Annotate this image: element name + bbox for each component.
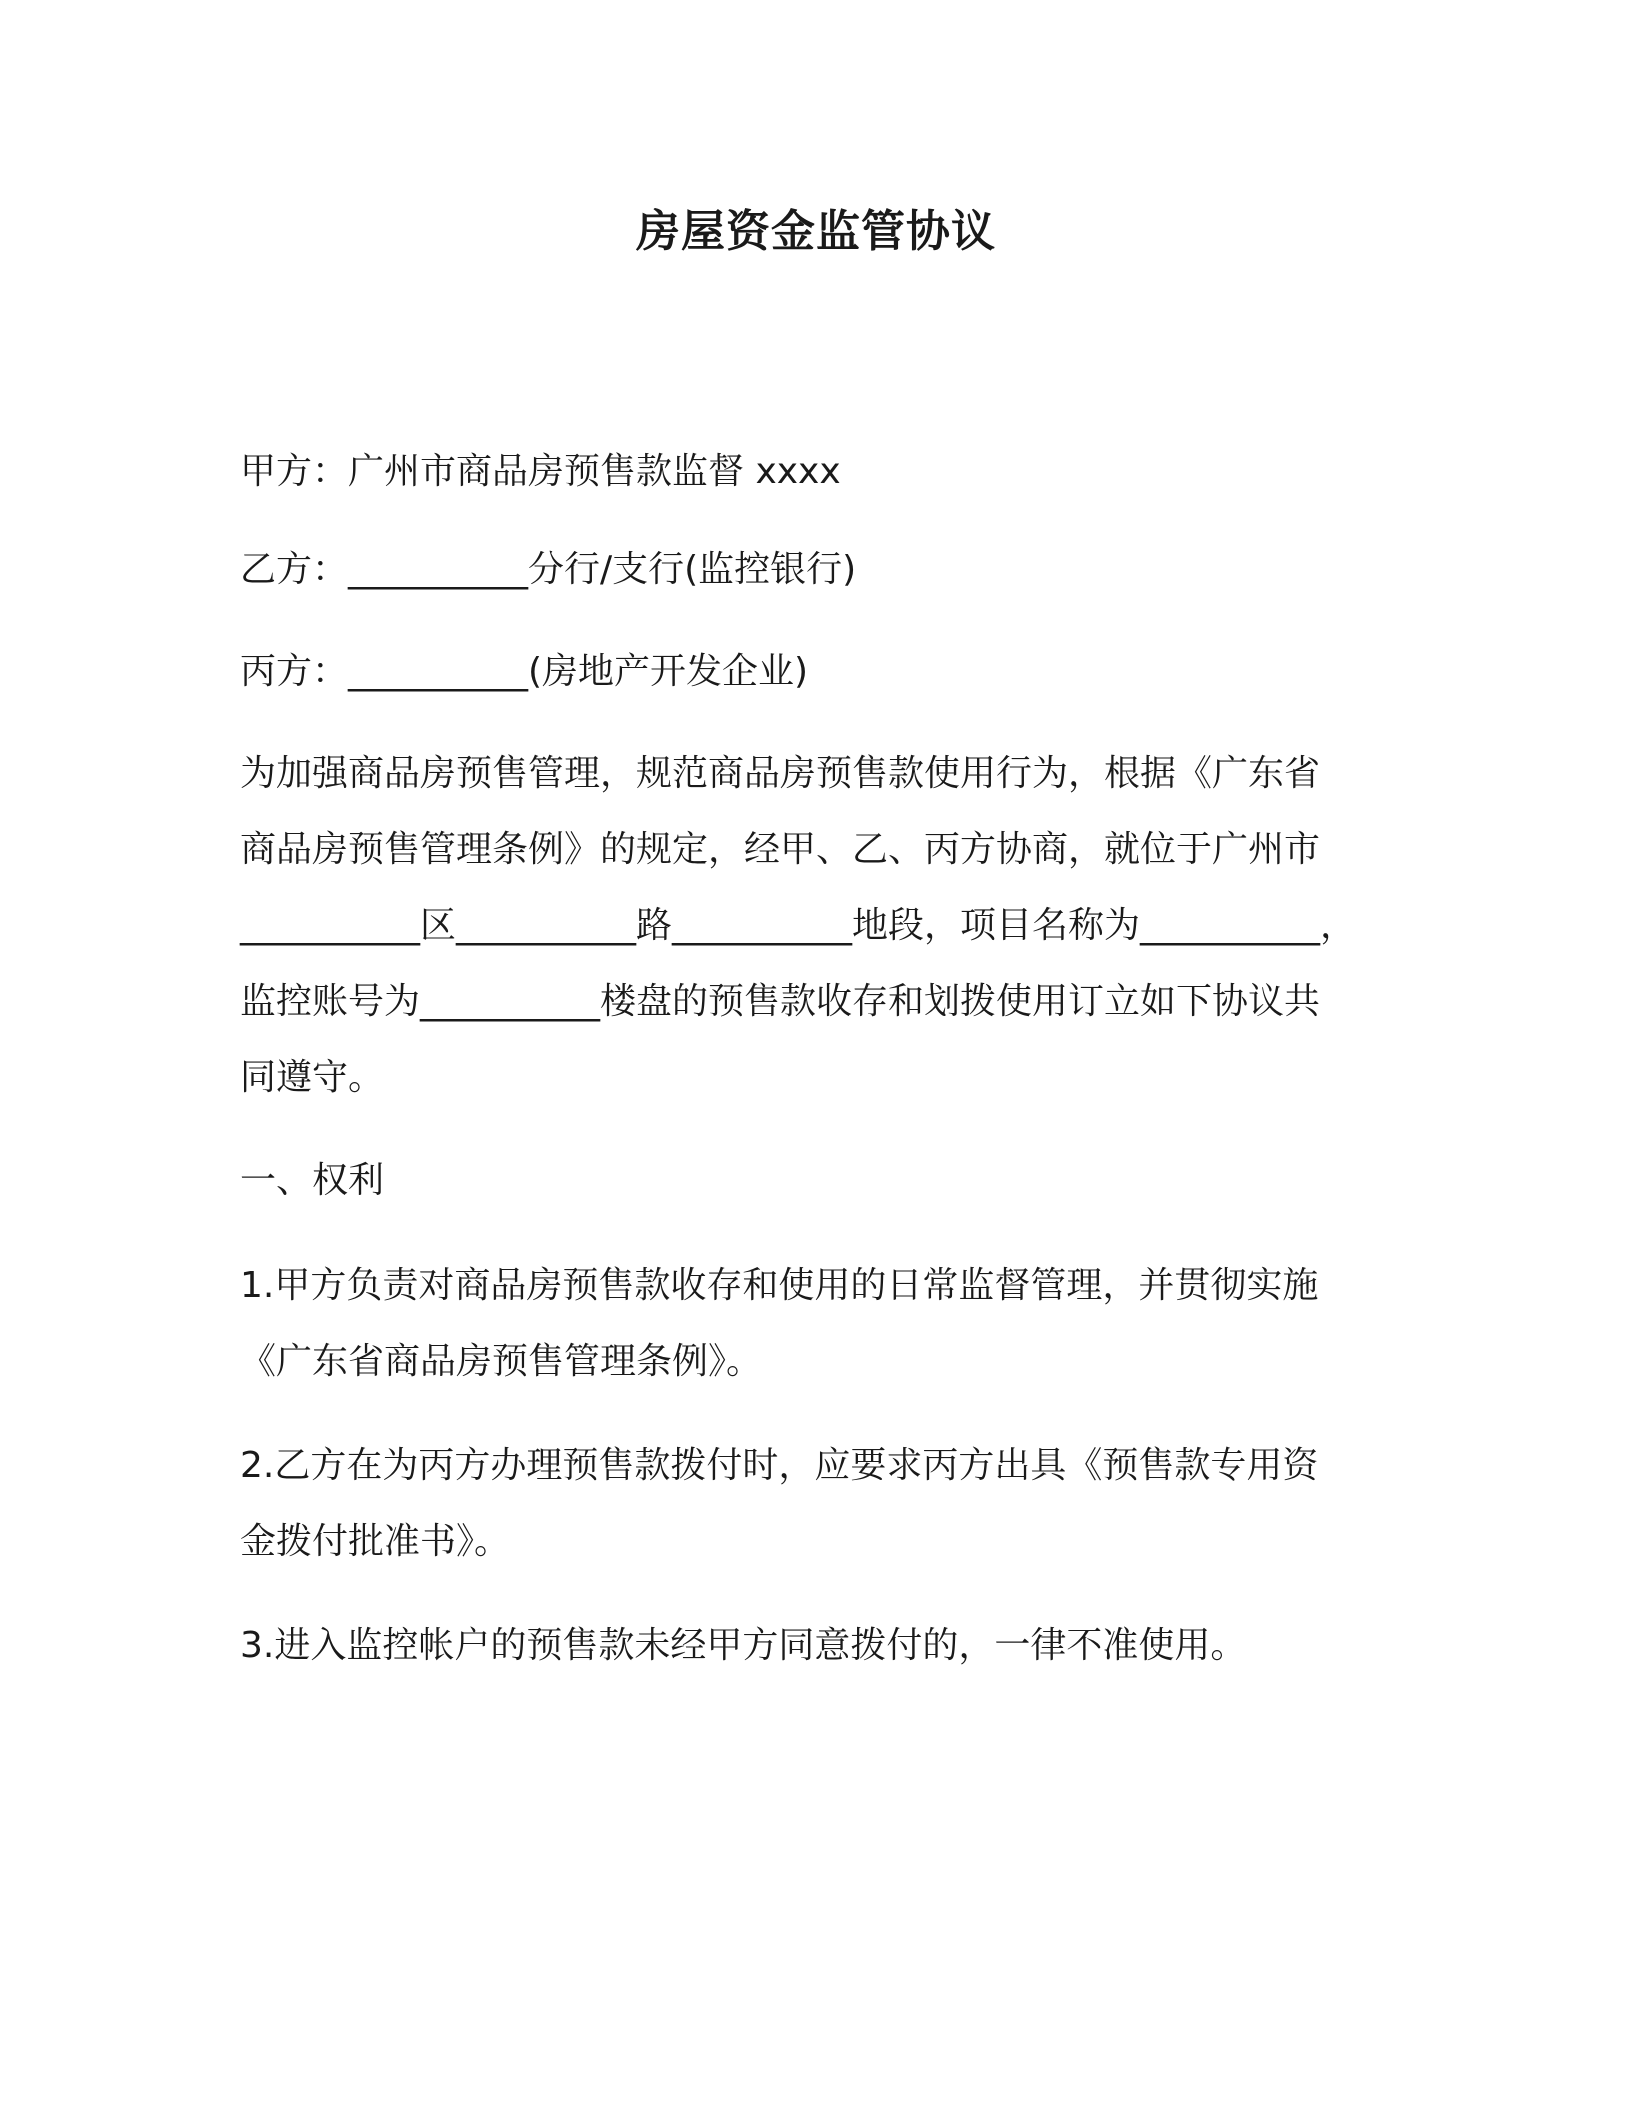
clause-1-line: 《广东省商品房预售管理条例》。 — [240, 1341, 763, 1382]
party-c-line: 丙方：__________(房地产开发企业) — [240, 651, 809, 692]
party-a-line: 甲方：广州市商品房预售款监督 xxxx — [240, 451, 841, 492]
preamble-line: __________区__________路__________地段，项目名称为__________， — [240, 905, 1357, 946]
party-b-line: 乙方：__________分行/支行(监控银行) — [240, 549, 857, 590]
clause-2-line: 金拨付批准书》。 — [240, 1521, 511, 1562]
clause-1-line: 1.甲方负责对商品房预售款收存和使用的日常监督管理，并贯彻实施 — [240, 1265, 1319, 1306]
clause-3-line: 3.进入监控帐户的预售款未经甲方同意拨付的，一律不准使用。 — [240, 1625, 1247, 1666]
preamble-line: 监控账号为__________楼盘的预售款收存和划拨使用订立如下协议共 — [240, 981, 1321, 1022]
preamble-line: 同遵守。 — [240, 1057, 385, 1098]
document-title: 房屋资金监管协议 — [636, 206, 996, 257]
clause-2-line: 2.乙方在为丙方办理预售款拨付时，应要求丙方出具《预售款专用资 — [240, 1445, 1319, 1486]
preamble-line: 为加强商品房预售管理，规范商品房预售款使用行为，根据《广东省 — [240, 753, 1321, 794]
section-heading-rights: 一、权利 — [240, 1160, 385, 1201]
preamble-line: 商品房预售管理条例》的规定，经甲、乙、丙方协商，就位于广州市 — [240, 829, 1321, 870]
